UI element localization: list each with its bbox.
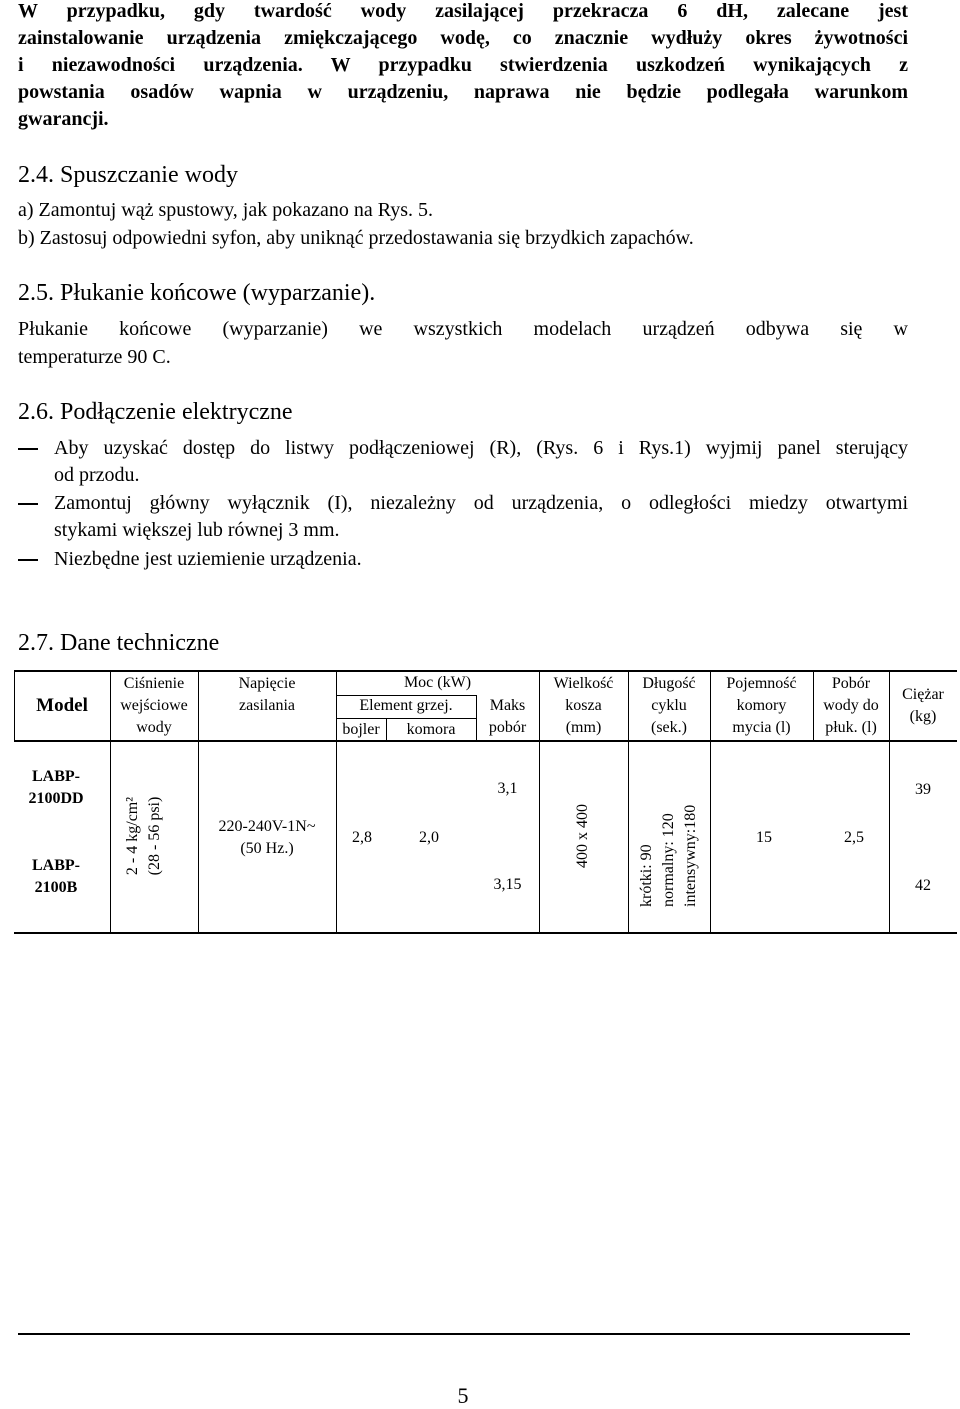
s24-item-a: a) Zamontuj wąż spustowy, jak pokazano na Rys. 5. (18, 199, 434, 221)
max-power-cell: 3,15 (493, 876, 522, 893)
model-cell: LABP- 2100DD (28, 768, 84, 807)
max-power-cell: 3,1 (497, 780, 518, 797)
header-capacity: Pojemność komory mycia (l) (726, 675, 797, 736)
table-rule (14, 740, 957, 742)
chamber-cell: 2,0 (419, 829, 439, 846)
model-cell: LABP- 2100B (32, 857, 80, 896)
intro-line: i niezawodności urządzenia. W przypadku stwierdzenia uszkodzeń wynikających z (18, 54, 908, 76)
bullet-line: Zamontuj główny wyłącznik (I), niezależny od urządzenia, o odległości miedzy otwartymi (54, 492, 908, 514)
heading-2-5: 2.5. Płukanie końcowe (wyparzanie). (18, 280, 376, 306)
bullet-line: Aby uzyskać dostęp do listwy podłączeniowej (R), (Rys. 6 i Rys.1) wyjmij panel sterujący (54, 437, 908, 459)
header-model: Model (36, 695, 88, 716)
header-weight: Ciężar (kg) (902, 686, 944, 725)
bullet-item (18, 546, 908, 574)
table-rule (14, 932, 957, 934)
table-divider (336, 740, 337, 932)
basket-cell: 400 x 400 (574, 804, 591, 868)
header-max: Maks pobór (488, 697, 527, 736)
rinse-cell: 2,5 (844, 829, 864, 846)
bullet-item (18, 435, 908, 491)
header-chamber: komora (406, 721, 456, 738)
bullet-line: Niezbędne jest uziemienie urządzenia. (54, 548, 362, 570)
page-number: 5 (457, 1383, 469, 1408)
s24-item-b: b) Zastosuj odpowiedni syfon, aby uniknąć przedostawania się brzydkich zapachów. (18, 227, 694, 249)
header-heating-element: Element grzej. (359, 697, 453, 714)
header-rinse: Pobór wody do płuk. (l) (823, 675, 879, 736)
weight-cell: 39 (915, 781, 931, 798)
header-voltage: Napięcie zasilania (238, 675, 296, 714)
dash-bullet (18, 559, 38, 561)
heading-2-6: 2.6. Podłączenie elektryczne (18, 399, 293, 425)
bullet-line: od przodu. (54, 464, 140, 486)
footer-rule (18, 1333, 910, 1335)
header-boiler: bojler (342, 721, 380, 738)
intro-line: W przypadku, gdy twardość wody zasilającej przekracza 6 dH, zalecane jest (18, 0, 908, 22)
weight-cell: 42 (915, 877, 931, 894)
header-basket: Wielkość kosza (mm) (553, 675, 614, 736)
bullet-item (18, 490, 908, 546)
pressure-cell: 2 - 4 kg/cm² (28 - 56 psi) (124, 796, 163, 876)
table-divider (710, 740, 711, 932)
dash-bullet (18, 503, 38, 505)
header-pressure: Ciśnienie wejściowe wody (120, 675, 188, 736)
intro-line: gwarancji. (18, 108, 109, 130)
intro-line: powstania osadów wapnia w urządzeniu, naprawa nie będzie podlegała warunkom (18, 81, 908, 103)
s25-paragraph (18, 315, 908, 371)
heading-2-4: 2.4. Spuszczanie wody (18, 162, 238, 188)
table-divider (110, 740, 111, 932)
table-divider (628, 740, 629, 932)
s25-line: Płukanie końcowe (wyparzanie) we wszystkich modelach urządzeń odbywa się w (18, 318, 908, 340)
s25-line: temperaturze 90 C. (18, 346, 171, 368)
technical-data-table (14, 670, 957, 934)
capacity-cell: 15 (756, 829, 772, 846)
intro-paragraph (18, 0, 908, 133)
voltage-cell: 220-240V-1N~ (50 Hz.) (218, 818, 316, 857)
table-divider (539, 740, 540, 932)
header-power: Moc (kW) (403, 674, 472, 691)
intro-line: zainstalowanie urządzenia zmiękczającego wodę, co znacznie wydłuży okres żywotności (18, 27, 908, 49)
heading-2-7: 2.7. Dane techniczne (18, 630, 220, 656)
table-divider (889, 740, 890, 932)
bullet-line: stykami większej lub równej 3 mm. (54, 519, 340, 541)
dash-bullet (18, 448, 38, 450)
cycle-cell: krótki: 90 normalny: 120 intensywny:180 (638, 804, 699, 907)
header-cycle: Długość cyklu (sek.) (642, 675, 696, 736)
boiler-cell: 2,8 (352, 829, 372, 846)
